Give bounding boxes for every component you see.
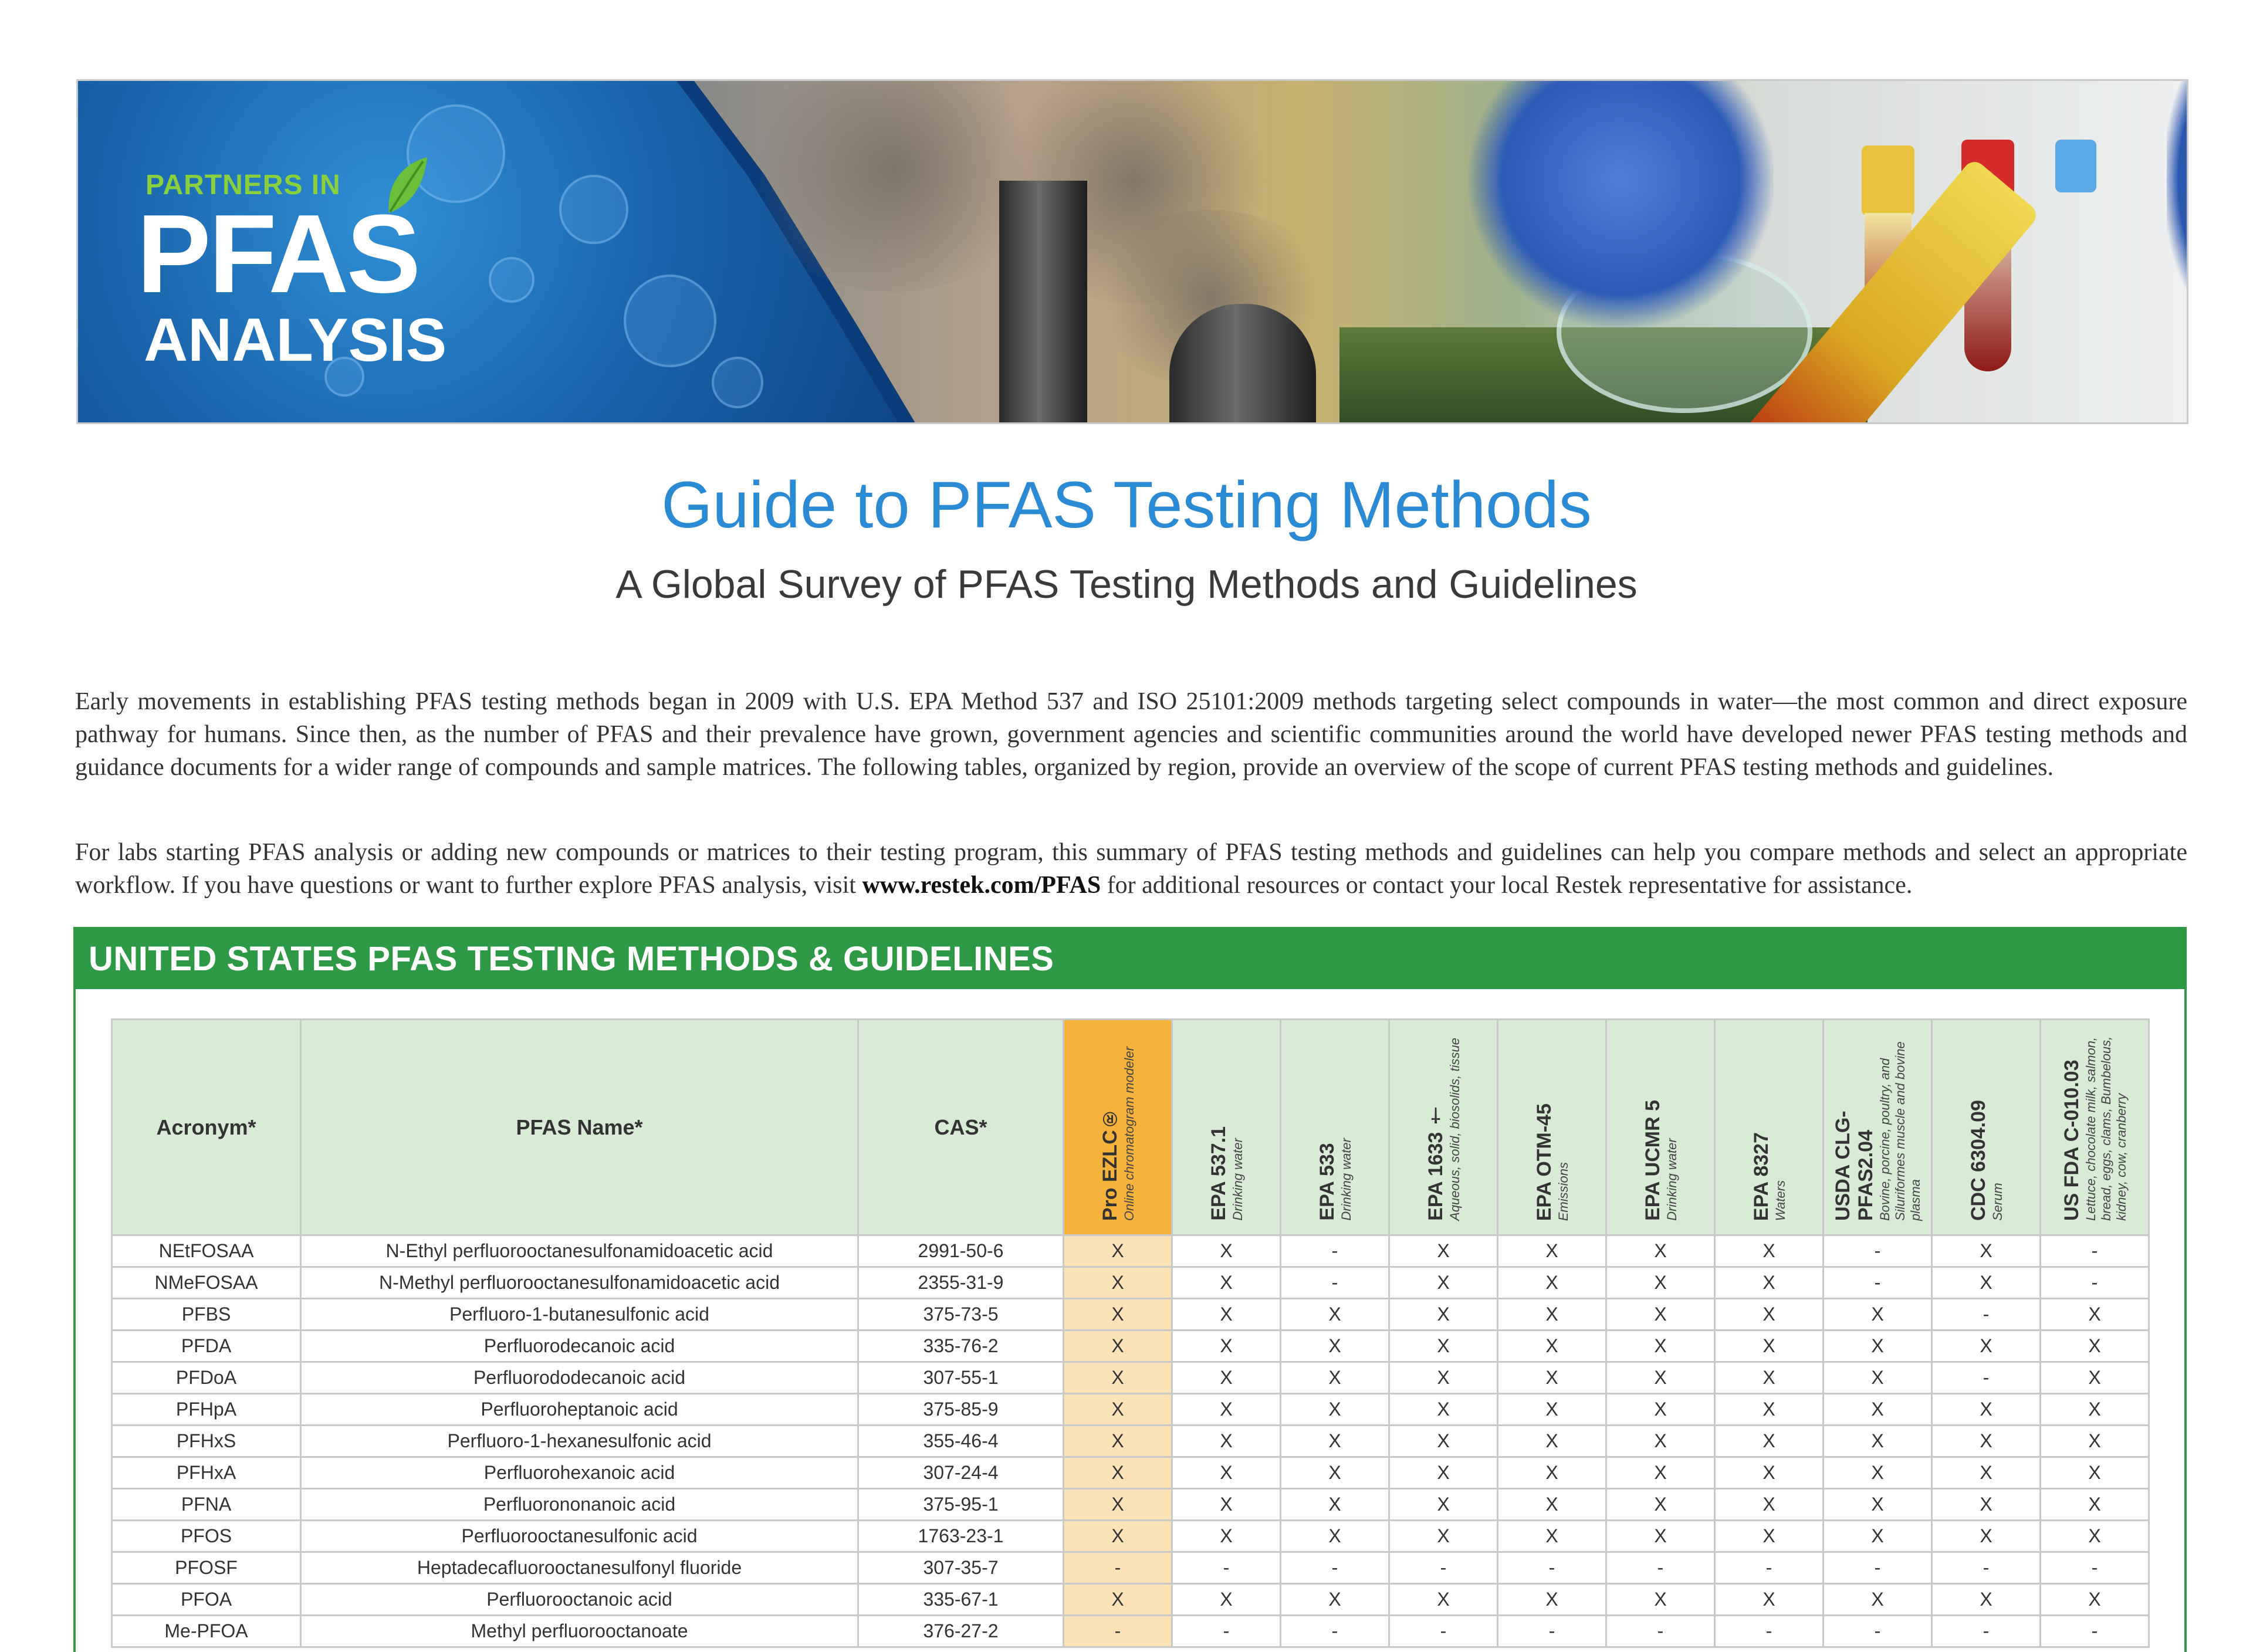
method-name: EPA 8327: [1750, 1132, 1772, 1221]
table-row: [112, 1362, 2149, 1394]
method-name: EPA 533: [1315, 1143, 1338, 1221]
table-row: [112, 1489, 2149, 1521]
cell-method-mark: X: [1606, 1299, 1715, 1331]
cell-method-mark: X: [2041, 1331, 2149, 1362]
cell-method-mark: -: [1281, 1235, 1389, 1267]
cell-pfas-name: N-Ethyl perfluorooctanesulfonamidoacetic acid: [301, 1235, 858, 1267]
cell-method-mark: -: [1824, 1552, 1932, 1584]
cell-method-mark: X: [1172, 1267, 1281, 1299]
cell-pfas-name: Perfluoro-1-hexanesulfonic acid: [301, 1426, 858, 1457]
cell-method-mark: X: [2041, 1584, 2149, 1616]
col-header-method: [1389, 1020, 1498, 1235]
cell-method-mark: X: [2041, 1489, 2149, 1521]
cell-method-mark: X: [1824, 1521, 1932, 1552]
cell-method-mark: X: [1281, 1521, 1389, 1552]
cell-method-mark: -: [1824, 1267, 1932, 1299]
cell-method-mark: -: [1932, 1299, 2041, 1331]
cell-method-mark: X: [1932, 1584, 2041, 1616]
cell-method-mark: -: [1715, 1552, 1824, 1584]
method-name: Pro EZLC®: [1098, 1108, 1121, 1221]
method-name: US FDA C-010.03: [2060, 1059, 2083, 1221]
cell-method-mark: X: [1715, 1362, 1824, 1394]
cell-method-mark: -: [1932, 1616, 2041, 1647]
cell-method-mark: X: [1064, 1331, 1172, 1362]
cell-method-mark: X: [1824, 1584, 1932, 1616]
cell-method-mark: X: [1932, 1331, 2041, 1362]
cell-method-mark: X: [1281, 1299, 1389, 1331]
cell-acronym: PFDoA: [112, 1362, 301, 1394]
page-subtitle: A Global Survey of PFAS Testing Methods and Guidelines: [615, 562, 1638, 607]
cell-method-mark: X: [1064, 1489, 1172, 1521]
cell-method-mark: X: [1606, 1489, 1715, 1521]
method-name: USDA CLG-PFAS2.04: [1832, 1111, 1877, 1221]
cell-method-mark: X: [1606, 1584, 1715, 1616]
cell-method-mark: X: [1498, 1267, 1606, 1299]
method-matrix: Emissions: [1555, 1162, 1571, 1221]
cell-pfas-name: Perfluoro-1-butanesulfonic acid: [301, 1299, 858, 1331]
cell-pfas-name: Perfluorononanoic acid: [301, 1489, 858, 1521]
cell-method-mark: X: [1389, 1489, 1498, 1521]
section-title: UNITED STATES PFAS TESTING METHODS & GUIDELINES: [76, 929, 2184, 989]
cell-cas: 335-76-2: [858, 1331, 1064, 1362]
cell-method-mark: X: [1715, 1299, 1824, 1331]
cell-acronym: NEtFOSAA: [112, 1235, 301, 1267]
cell-method-mark: X: [1606, 1362, 1715, 1394]
cell-method-mark: X: [1172, 1235, 1281, 1267]
method-matrix: Bovine, porcine, poultry, and Siluriformes muscle and bovine plasma: [1877, 1041, 1923, 1221]
methods-table: [111, 1018, 2150, 1648]
cell-method-mark: X: [1715, 1394, 1824, 1426]
col-header-pfas-name: PFAS Name*: [301, 1020, 858, 1235]
cell-method-mark: X: [1389, 1457, 1498, 1489]
cell-pfas-name: Perfluorododecanoic acid: [301, 1362, 858, 1394]
cell-method-mark: -: [1172, 1552, 1281, 1584]
cell-cas: 355-46-4: [858, 1426, 1064, 1457]
cell-method-mark: X: [1389, 1299, 1498, 1331]
table-row: [112, 1552, 2149, 1584]
cell-method-mark: X: [2041, 1394, 2149, 1426]
table-row: [112, 1235, 2149, 1267]
cell-method-mark: X: [1606, 1394, 1715, 1426]
cell-method-mark: -: [1932, 1362, 2041, 1394]
cell-pfas-name: Heptadecafluorooctanesulfonyl fluoride: [301, 1552, 858, 1584]
method-matrix: Waters: [1772, 1180, 1788, 1221]
cell-acronym: PFOSF: [112, 1552, 301, 1584]
cell-pfas-name: Perfluorooctanesulfonic acid: [301, 1521, 858, 1552]
table-row: [112, 1394, 2149, 1426]
table-row: [112, 1426, 2149, 1457]
cell-method-mark: X: [1389, 1521, 1498, 1552]
col-header-acronym: Acronym*: [112, 1020, 301, 1235]
table-row: [112, 1616, 2149, 1647]
cell-method-mark: X: [1932, 1489, 2041, 1521]
table-header-row: [112, 1020, 2149, 1235]
col-header-method: [1715, 1020, 1824, 1235]
cell-method-mark: X: [1389, 1426, 1498, 1457]
table-row: [112, 1584, 2149, 1616]
cell-method-mark: X: [1064, 1584, 1172, 1616]
table-row: [112, 1299, 2149, 1331]
cell-method-mark: X: [1064, 1457, 1172, 1489]
cell-method-mark: X: [1389, 1394, 1498, 1426]
cell-method-mark: -: [1824, 1235, 1932, 1267]
cell-method-mark: X: [1824, 1299, 1932, 1331]
table-row: [112, 1521, 2149, 1552]
page-title: Guide to PFAS Testing Methods: [661, 468, 1592, 541]
cell-method-mark: X: [2041, 1457, 2149, 1489]
cell-pfas-name: Perfluorooctanoic acid: [301, 1584, 858, 1616]
col-header-method: [1064, 1020, 1172, 1235]
method-matrix: Drinking water: [1664, 1138, 1679, 1221]
cell-method-mark: X: [1498, 1457, 1606, 1489]
cell-method-mark: X: [1281, 1584, 1389, 1616]
cell-method-mark: X: [1172, 1489, 1281, 1521]
cell-method-mark: X: [1715, 1584, 1824, 1616]
cell-method-mark: X: [1172, 1426, 1281, 1457]
cell-method-mark: X: [1932, 1426, 2041, 1457]
cell-method-mark: -: [1281, 1267, 1389, 1299]
cell-method-mark: -: [1715, 1616, 1824, 1647]
intro-paragraph: Early movements in establishing PFAS testing methods began in 2009 with U.S. EPA Method 537 and ISO 25101:2009 methods targeting select compounds in water—the most common and direct exposure pathway for humans. Since then, as the number of PFAS and their prevalence have grown, government agencies and scientific communities around the world have developed newer PFAS testing methods and guidance documents for a wider range of compounds and sample matrices. The following tables, organized by region, provide an overview of the scope of current PFAS testing methods and guidelines.: [75, 688, 2187, 781]
cell-method-mark: X: [1064, 1235, 1172, 1267]
method-name: CDC 6304.09: [1967, 1099, 1990, 1221]
cell-method-mark: X: [1172, 1362, 1281, 1394]
cell-method-mark: X: [1932, 1235, 2041, 1267]
cell-method-mark: X: [2041, 1299, 2149, 1331]
cell-method-mark: X: [1498, 1235, 1606, 1267]
cell-method-mark: -: [1172, 1616, 1281, 1647]
cell-cas: 335-67-1: [858, 1584, 1064, 1616]
table-row: [112, 1457, 2149, 1489]
method-matrix: Online chromatogram modeler: [1121, 1046, 1136, 1221]
method-matrix: Lettuce, chocolate milk, salmon, bread, eggs, clams, Bumbelous, kidney, cow, cranberry: [2083, 1036, 2129, 1221]
cell-method-mark: X: [1824, 1457, 1932, 1489]
method-name: EPA 537.1: [1207, 1126, 1230, 1221]
header-banner: [76, 79, 2188, 424]
cell-method-mark: X: [1715, 1267, 1824, 1299]
cell-method-mark: X: [1715, 1489, 1824, 1521]
cell-pfas-name: Perfluorodecanoic acid: [301, 1331, 858, 1362]
cell-cas: 375-95-1: [858, 1489, 1064, 1521]
cell-method-mark: X: [1281, 1362, 1389, 1394]
cell-method-mark: X: [1715, 1521, 1824, 1552]
cell-cas: 307-35-7: [858, 1552, 1064, 1584]
cell-method-mark: X: [2041, 1521, 2149, 1552]
cell-cas: 2355-31-9: [858, 1267, 1064, 1299]
cell-cas: 307-55-1: [858, 1362, 1064, 1394]
col-header-method: [1172, 1020, 1281, 1235]
cell-method-mark: -: [1606, 1552, 1715, 1584]
cell-method-mark: X: [1606, 1267, 1715, 1299]
restek-pfas-link[interactable]: www.restek.com/PFAS: [862, 872, 1101, 899]
table-row: [112, 1331, 2149, 1362]
cell-acronym: PFHpA: [112, 1394, 301, 1426]
method-matrix: Serum: [1990, 1183, 2005, 1221]
resources-paragraph: For labs starting PFAS analysis or adding new compounds or matrices to their testing program, this summary of PFAS testing methods and guidelines can help you compare methods and select an appropriate workflow. If you have questions or want to further explore PFAS analysis, visit www.restek.com/PFAS for additional resources or contact your local Restek representative for assistance.: [75, 839, 2187, 899]
cell-acronym: PFOS: [112, 1521, 301, 1552]
table-row: [112, 1267, 2149, 1299]
cell-acronym: PFNA: [112, 1489, 301, 1521]
cell-method-mark: X: [1281, 1489, 1389, 1521]
cell-method-mark: X: [1389, 1362, 1498, 1394]
cell-method-mark: -: [2041, 1235, 2149, 1267]
cell-method-mark: X: [1281, 1394, 1389, 1426]
cell-pfas-name: Perfluoroheptanoic acid: [301, 1394, 858, 1426]
cell-cas: 375-73-5: [858, 1299, 1064, 1331]
cell-method-mark: X: [1606, 1521, 1715, 1552]
cell-method-mark: -: [1932, 1552, 2041, 1584]
cell-method-mark: X: [1064, 1267, 1172, 1299]
cell-method-mark: -: [2041, 1552, 2149, 1584]
cell-method-mark: X: [1172, 1299, 1281, 1331]
method-name: EPA 1633 †: [1424, 1104, 1447, 1221]
cell-method-mark: X: [1824, 1362, 1932, 1394]
cell-method-mark: X: [1715, 1331, 1824, 1362]
cell-method-mark: X: [1498, 1426, 1606, 1457]
cell-method-mark: X: [1824, 1426, 1932, 1457]
brand-partners-text: PARTNERS IN: [146, 170, 341, 201]
method-matrix: Drinking water: [1230, 1138, 1245, 1221]
cell-method-mark: -: [1389, 1552, 1498, 1584]
cell-method-mark: X: [1932, 1457, 2041, 1489]
cell-method-mark: X: [1389, 1584, 1498, 1616]
cell-method-mark: X: [1172, 1457, 1281, 1489]
cell-method-mark: X: [1498, 1394, 1606, 1426]
cell-method-mark: X: [1606, 1426, 1715, 1457]
cell-method-mark: X: [1172, 1584, 1281, 1616]
cell-acronym: PFHxS: [112, 1426, 301, 1457]
cell-method-mark: X: [1389, 1331, 1498, 1362]
cell-method-mark: X: [1064, 1362, 1172, 1394]
cell-method-mark: -: [1281, 1616, 1389, 1647]
cell-cas: 375-85-9: [858, 1394, 1064, 1426]
cell-method-mark: -: [1498, 1616, 1606, 1647]
cell-cas: 376-27-2: [858, 1616, 1064, 1647]
cell-method-mark: -: [2041, 1616, 2149, 1647]
cell-method-mark: X: [1824, 1489, 1932, 1521]
cell-pfas-name: Perfluorohexanoic acid: [301, 1457, 858, 1489]
cell-method-mark: -: [2041, 1267, 2149, 1299]
cell-method-mark: -: [1064, 1616, 1172, 1647]
cell-method-mark: X: [1281, 1331, 1389, 1362]
cell-method-mark: X: [1715, 1457, 1824, 1489]
cell-method-mark: -: [1281, 1552, 1389, 1584]
cell-method-mark: X: [2041, 1426, 2149, 1457]
cell-method-mark: X: [1498, 1362, 1606, 1394]
cell-method-mark: X: [1715, 1426, 1824, 1457]
cell-pfas-name: N-Methyl perfluorooctanesulfonamidoacetic acid: [301, 1267, 858, 1299]
cell-method-mark: X: [1281, 1426, 1389, 1457]
cell-method-mark: -: [1824, 1616, 1932, 1647]
cell-method-mark: X: [2041, 1362, 2149, 1394]
cell-method-mark: X: [1064, 1521, 1172, 1552]
cell-method-mark: -: [1606, 1616, 1715, 1647]
cell-method-mark: X: [1932, 1521, 2041, 1552]
cell-method-mark: X: [1606, 1457, 1715, 1489]
method-name: EPA OTM-45: [1533, 1103, 1555, 1221]
cell-method-mark: X: [1606, 1331, 1715, 1362]
cell-method-mark: X: [1715, 1235, 1824, 1267]
cell-acronym: NMeFOSAA: [112, 1267, 301, 1299]
cell-acronym: PFHxA: [112, 1457, 301, 1489]
cell-acronym: PFBS: [112, 1299, 301, 1331]
cell-method-mark: X: [1172, 1521, 1281, 1552]
cell-cas: 307-24-4: [858, 1457, 1064, 1489]
col-header-method: [1932, 1020, 2041, 1235]
cell-method-mark: X: [1389, 1267, 1498, 1299]
cell-cas: 1763-23-1: [858, 1521, 1064, 1552]
cell-method-mark: X: [1824, 1394, 1932, 1426]
cell-cas: 2991-50-6: [858, 1235, 1064, 1267]
cell-method-mark: X: [1172, 1394, 1281, 1426]
col-header-cas: CAS*: [858, 1020, 1064, 1235]
col-header-method: [1606, 1020, 1715, 1235]
col-header-method: [1281, 1020, 1389, 1235]
smokestack-image: [999, 181, 1087, 424]
cell-acronym: Me-PFOA: [112, 1616, 301, 1647]
cell-method-mark: X: [1824, 1331, 1932, 1362]
cell-method-mark: X: [1932, 1267, 2041, 1299]
cell-method-mark: X: [1389, 1235, 1498, 1267]
cell-method-mark: X: [1064, 1426, 1172, 1457]
cell-method-mark: X: [1498, 1299, 1606, 1331]
cell-method-mark: X: [1498, 1331, 1606, 1362]
cell-method-mark: X: [1281, 1457, 1389, 1489]
cell-acronym: PFDA: [112, 1331, 301, 1362]
col-header-method: [2041, 1020, 2149, 1235]
col-header-method: [1824, 1020, 1932, 1235]
cell-method-mark: X: [1498, 1584, 1606, 1616]
cell-method-mark: X: [1498, 1521, 1606, 1552]
cell-method-mark: X: [1064, 1299, 1172, 1331]
us-methods-section: [73, 927, 2187, 1652]
cell-method-mark: X: [1606, 1235, 1715, 1267]
cell-method-mark: -: [1389, 1616, 1498, 1647]
cell-method-mark: X: [1498, 1489, 1606, 1521]
method-matrix: Drinking water: [1338, 1138, 1354, 1221]
cell-method-mark: X: [1064, 1394, 1172, 1426]
cell-method-mark: X: [1172, 1331, 1281, 1362]
cell-method-mark: X: [1932, 1394, 2041, 1426]
cell-acronym: PFOA: [112, 1584, 301, 1616]
method-name: EPA UCMR 5: [1641, 1100, 1664, 1221]
brand-analysis-text: ANALYSIS: [144, 306, 447, 374]
brand-pfas-logo: PFAS: [137, 192, 419, 316]
cell-method-mark: -: [1498, 1552, 1606, 1584]
method-matrix: Aqueous, solid, biosolids, tissue: [1447, 1038, 1462, 1221]
cell-method-mark: -: [1064, 1552, 1172, 1584]
col-header-method: [1498, 1020, 1606, 1235]
cell-pfas-name: Methyl perfluorooctanoate: [301, 1616, 858, 1647]
